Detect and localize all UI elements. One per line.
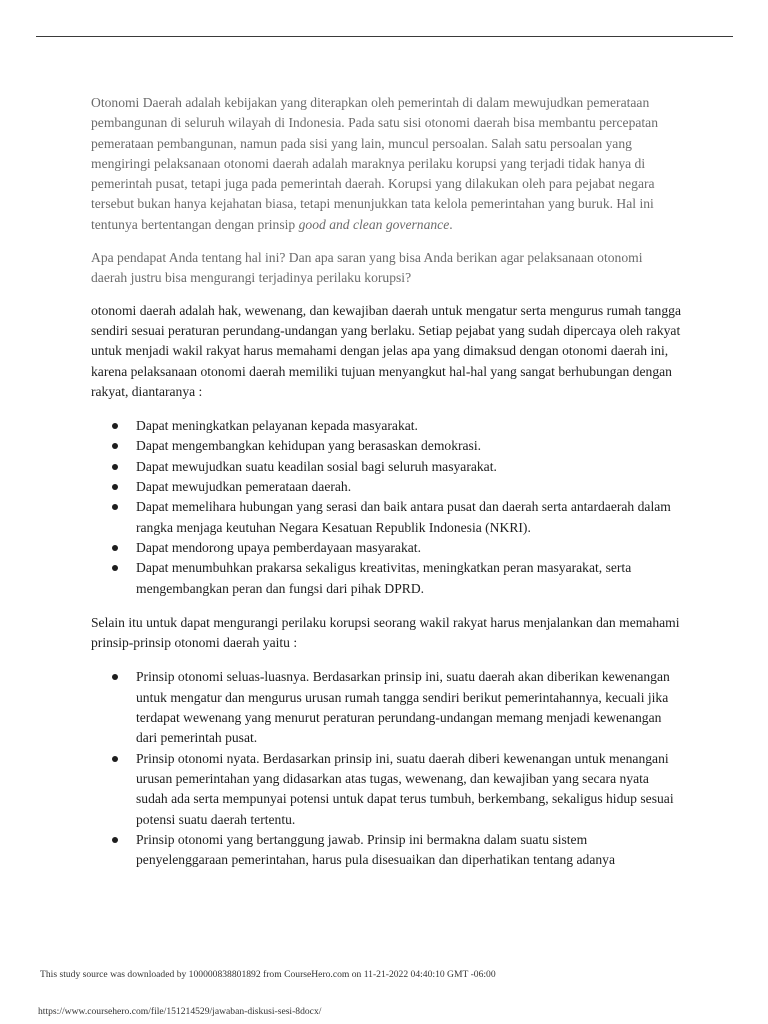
list-item [91,457,681,477]
list-item-text: Dapat mewujudkan pemerataan daerah. [136,479,352,495]
question-text: Otonomi Daerah adalah kebijakan yang diterapkan oleh pemerintah di dalam mewujudkan pemerataan pembangunan di seluruh wilayah di Indonesia. Pada satu sisi otonomi daerah bisa membantu percepatan pemerataan pembangunan, namun pada sisi yang lain, muncul persoalan. Salah satu persoalan yang mengiringi pelaksanaan otonomi daerah adalah maraknya perilaku korupsi yang terjadi tidak hanya di pemerintah pusat, tetapi juga pada pemerintah daerah. Korupsi yang dilakukan oleh para pejabat negara tersebut bukan hanya kejahatan biasa, tetapi menunjukkan tata kelola pemerintahan yang buruk. Hal ini tentunya bertentangan dengan prinsip [91,95,659,232]
question-section [91,93,681,289]
download-note: This study source was downloaded by 100000838801892 from CourseHero.com on 11-21-2022 04:40:10 GMT -06:00 [40,969,496,980]
bullet-icon [112,837,118,843]
bullet-icon [112,545,118,551]
source-url: https://www.coursehero.com/file/151214529/jawaban-diskusi-sesi-8docx/ [38,1006,322,1017]
list-item [91,558,681,599]
list-item [91,477,681,497]
answer-intro: otonomi daerah adalah hak, wewenang, dan kewajiban daerah untuk mengatur serta mengurus rumah tangga sendiri sesuai peraturan perundang-undangan yang berlaku. Setiap pejabat yang sudah dipercaya oleh rakyat untuk menjadi wakil rakyat harus memahami dengan jelas apa yang dimaksud dengan otonomi daerah ini, karena pelaksanaan otonomi daerah memiliki tujuan menyangkut hal-hal yang sangat berhubungan dengan rakyat, diantaranya : [91,302,681,399]
top-divider [36,36,733,37]
bullet-icon [112,565,118,571]
bullet-icon [112,504,118,510]
list-item-text: Dapat menumbuhkan prakarsa sekaligus kreativitas, meningkatkan peran masyarakat, serta mengembangkan peran dan fungsi dari pihak DPRD. [136,560,632,596]
list-item-text: Prinsip otonomi seluas-luasnya. Berdasarkan prinsip ini, suatu daerah akan diberikan kewenangan untuk mengatur dan mengurus urusan rumah tangga sendiri berikut pemerintahannya, kecuali jika terdapat wewenang yang menurut peraturan perundang-undangan memang menjadi kewenangan dari pemerintah pusat. [136,669,670,746]
bullet-icon [112,484,118,490]
list-item [91,436,681,456]
question-paragraph-2: Apa pendapat Anda tentang hal ini? Dan apa saran yang bisa Anda berikan agar pelaksanaan otonomi daerah justru bisa mengurangi terjadinya perilaku korupsi? [91,250,643,286]
bullet-icon [112,464,118,470]
emphasis-text: good and clean governance [298,216,450,232]
list-item-text: Dapat meningkatkan pelayanan kepada masyarakat. [136,418,418,434]
list-item-text: Prinsip otonomi yang bertanggung jawab. Prinsip ini bermakna dalam suatu sistem penyelenggaraan pemerintahan, harus pula disesuaikan dan diperhatikan tentang adanya [136,831,615,868]
bullet-icon [112,443,118,449]
list-item [91,830,681,871]
question-end-punctuation: . [449,216,453,232]
list-item [91,497,681,538]
list-item [91,416,681,436]
document-body [91,93,681,870]
list-item-text: Dapat mewujudkan suatu keadilan sosial bagi seluruh masyarakat. [136,458,497,474]
principles-list [91,667,681,870]
list-item-text: Dapat mengembangkan kehidupan yang berasaskan demokrasi. [136,438,482,454]
list-item-text: Prinsip otonomi nyata. Berdasarkan prinsip ini, suatu daerah diberi kewenangan untuk menangani urusan pemerintahan yang didasarkan atas tugas, wewenang, dan kewajiban yang secara nyata sudah ada serta mempunyai potensi untuk dapat terus tumbuh, berkembang, sekaligus hidup sesuai potensi suatu daerah tertentu. [136,750,674,827]
bullet-icon [112,423,118,429]
goals-list [91,416,681,599]
list-item-text: Dapat memelihara hubungan yang serasi dan baik antara pusat dan daerah serta antardaerah dalam rangka menjaga keutuhan Negara Kesatuan Republik Indonesia (NKRI). [136,499,671,535]
answer-transition: Selain itu untuk dapat mengurangi perilaku korupsi seorang wakil rakyat harus menjalankan dan memahami prinsip-prinsip otonomi daerah yaitu : [91,614,680,651]
question-paragraph-1 [91,93,681,235]
list-item [91,538,681,558]
list-item [91,749,681,830]
bullet-icon [112,674,118,680]
list-item [91,667,681,748]
answer-section [91,301,681,871]
bullet-icon [112,756,118,762]
list-item-text: Dapat mendorong upaya pemberdayaan masyarakat. [136,539,421,555]
